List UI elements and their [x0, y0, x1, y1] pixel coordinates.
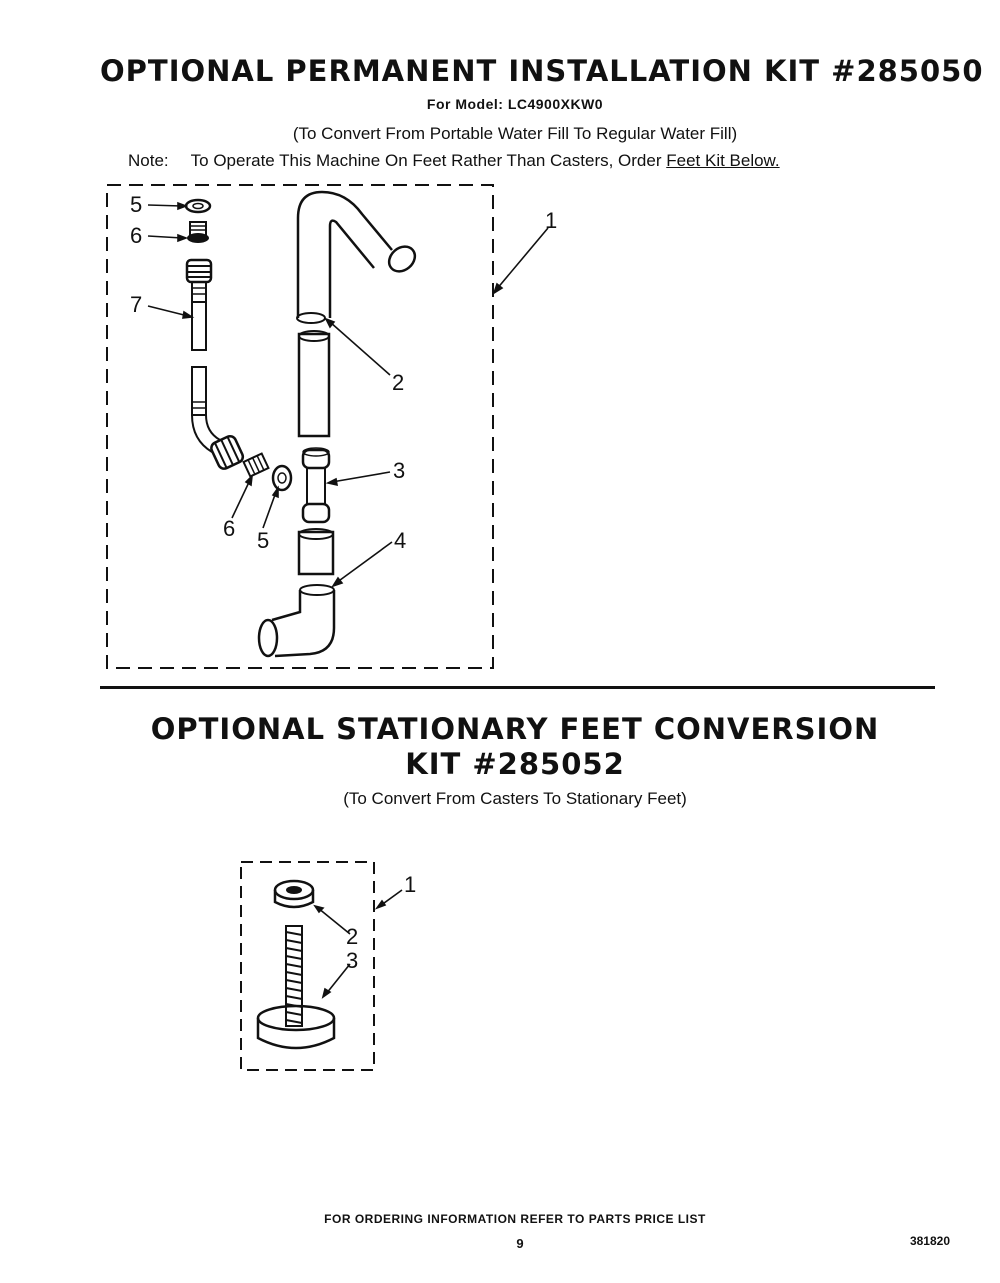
coupling-part	[303, 448, 329, 522]
callout-3-feet: 3	[346, 948, 359, 973]
hose-segment-part	[299, 331, 329, 436]
washer-bottom-part	[273, 466, 291, 490]
feet-kit-title-line2: KIT #285052	[405, 747, 625, 781]
callout-4-install: 4	[394, 528, 407, 553]
callout-6-bottom: 6	[223, 516, 236, 541]
callout-5-bottom: 5	[257, 528, 270, 553]
fitting-top-part	[187, 222, 209, 243]
threaded-stud-part	[286, 926, 302, 1026]
callout-1-install: 1	[545, 208, 558, 233]
leveling-nut-part	[275, 881, 313, 907]
install-kit-subtitle: (To Convert From Portable Water Fill To Regular Water Fill)	[292, 124, 738, 143]
model-line: For Model: LC4900XKW0	[426, 96, 604, 112]
note-text: To Operate This Machine On Feet Rather Than Casters, Order	[190, 151, 667, 170]
document-number: 381820	[909, 1234, 950, 1248]
callout-5-top: 5	[130, 192, 143, 217]
ordering-note: FOR ORDERING INFORMATION REFER TO PARTS PRICE LIST	[324, 1212, 706, 1226]
callout-7: 7	[130, 292, 143, 317]
callout-2-feet: 2	[346, 924, 359, 949]
fitting-bottom-part	[244, 454, 269, 477]
callout-1-feet: 1	[404, 872, 417, 897]
callout-3-install: 3	[393, 458, 406, 483]
elbow-part	[259, 529, 334, 656]
feet-kit-title-line1: OPTIONAL STATIONARY FEET CONVERSION	[150, 712, 880, 746]
feet-kit-reference: Feet Kit Below.	[666, 151, 780, 170]
section-divider	[100, 686, 935, 689]
callout-6-top: 6	[130, 223, 143, 248]
feet-kit-subtitle: (To Convert From Casters To Stationary Feet)	[343, 789, 687, 808]
hose-fitting-part	[187, 260, 211, 350]
install-kit-title: OPTIONAL PERMANENT INSTALLATION KIT #285050	[100, 54, 984, 88]
washer-top-part	[186, 200, 210, 212]
note-label: Note:	[128, 151, 169, 170]
feet-kit-diagram	[0, 840, 1000, 1140]
callout-2-install: 2	[392, 370, 405, 395]
lower-hose-part	[192, 367, 245, 471]
page-number: 9	[516, 1236, 524, 1251]
curved-hose-part	[297, 192, 420, 323]
